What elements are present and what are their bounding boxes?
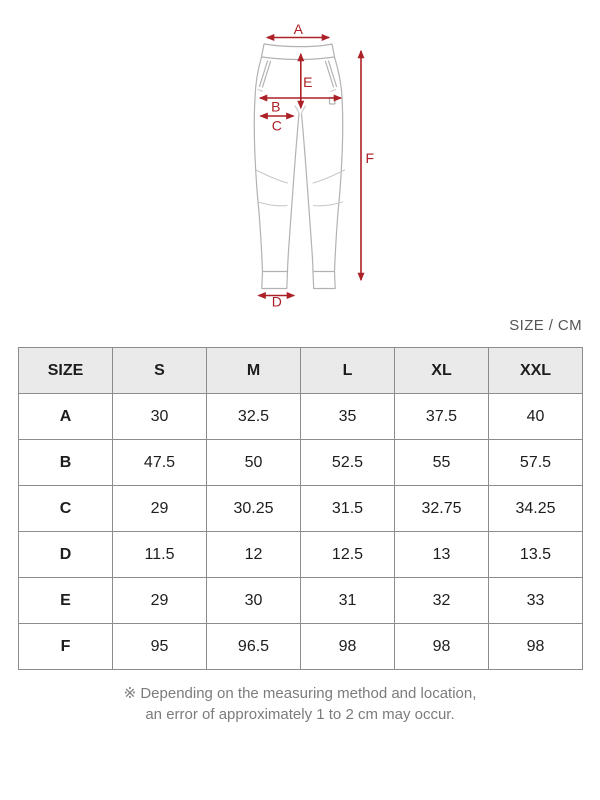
row-label-a: A <box>19 394 113 440</box>
column-header-xxl: XXL <box>489 348 583 394</box>
size-value: 55 <box>395 440 489 486</box>
size-table-body <box>19 394 583 670</box>
size-value: 57.5 <box>489 440 583 486</box>
row-label-e: E <box>19 578 113 624</box>
pants-measurement-svg <box>0 0 600 312</box>
disclaimer-line-2: an error of approximately 1 to 2 cm may occur. <box>145 706 455 723</box>
size-value: 34.25 <box>489 486 583 532</box>
size-value: 12 <box>207 532 301 578</box>
size-value: 98 <box>301 624 395 670</box>
size-value: 11.5 <box>113 532 207 578</box>
measure-label-b: B <box>271 98 281 115</box>
size-value: 32 <box>395 578 489 624</box>
size-value: 40 <box>489 394 583 440</box>
size-value: 47.5 <box>113 440 207 486</box>
disclaimer-line-1: ※ Depending on the measuring method and location, <box>123 685 477 702</box>
size-value: 52.5 <box>301 440 395 486</box>
size-value: 30 <box>113 394 207 440</box>
size-value: 37.5 <box>395 394 489 440</box>
column-header-l: L <box>301 348 395 394</box>
size-value: 32.5 <box>207 394 301 440</box>
row-label-d: D <box>19 532 113 578</box>
size-value: 13 <box>395 532 489 578</box>
header-row <box>19 348 583 394</box>
size-value: 30 <box>207 578 301 624</box>
table-row-a <box>19 394 583 440</box>
measure-label-d: D <box>271 293 283 310</box>
table-row-b <box>19 440 583 486</box>
table-row-c <box>19 486 583 532</box>
size-value: 31 <box>301 578 395 624</box>
row-label-c: C <box>19 486 113 532</box>
table-row-d <box>19 532 583 578</box>
row-label-f: F <box>19 624 113 670</box>
column-header-m: M <box>207 348 301 394</box>
measurement-disclaimer <box>0 683 600 725</box>
size-value: 35 <box>301 394 395 440</box>
size-value: 31.5 <box>301 486 395 532</box>
size-value: 30.25 <box>207 486 301 532</box>
measurement-labels <box>271 21 374 310</box>
measurement-diagram <box>0 0 600 312</box>
pants-illustration <box>254 44 344 289</box>
size-value: 98 <box>395 624 489 670</box>
measure-label-a: A <box>293 21 304 37</box>
size-value: 32.75 <box>395 486 489 532</box>
size-value: 33 <box>489 578 583 624</box>
measure-label-f: F <box>365 150 375 166</box>
size-value: 29 <box>113 486 207 532</box>
size-value: 50 <box>207 440 301 486</box>
size-value: 12.5 <box>301 532 395 578</box>
size-value: 29 <box>113 578 207 624</box>
column-header-s: S <box>113 348 207 394</box>
table-row-e <box>19 578 583 624</box>
size-value: 95 <box>113 624 207 670</box>
size-value: 96.5 <box>207 624 301 670</box>
size-value: 98 <box>489 624 583 670</box>
size-value: 13.5 <box>489 532 583 578</box>
unit-label: SIZE / CM <box>509 317 582 334</box>
column-header-xl: XL <box>395 348 489 394</box>
row-label-b: B <box>19 440 113 486</box>
measure-label-e: E <box>303 74 313 90</box>
size-table <box>18 347 583 670</box>
size-table-header <box>19 348 583 394</box>
table-row-f <box>19 624 583 670</box>
measure-label-c: C <box>271 117 283 134</box>
column-header-size: SIZE <box>19 348 113 394</box>
